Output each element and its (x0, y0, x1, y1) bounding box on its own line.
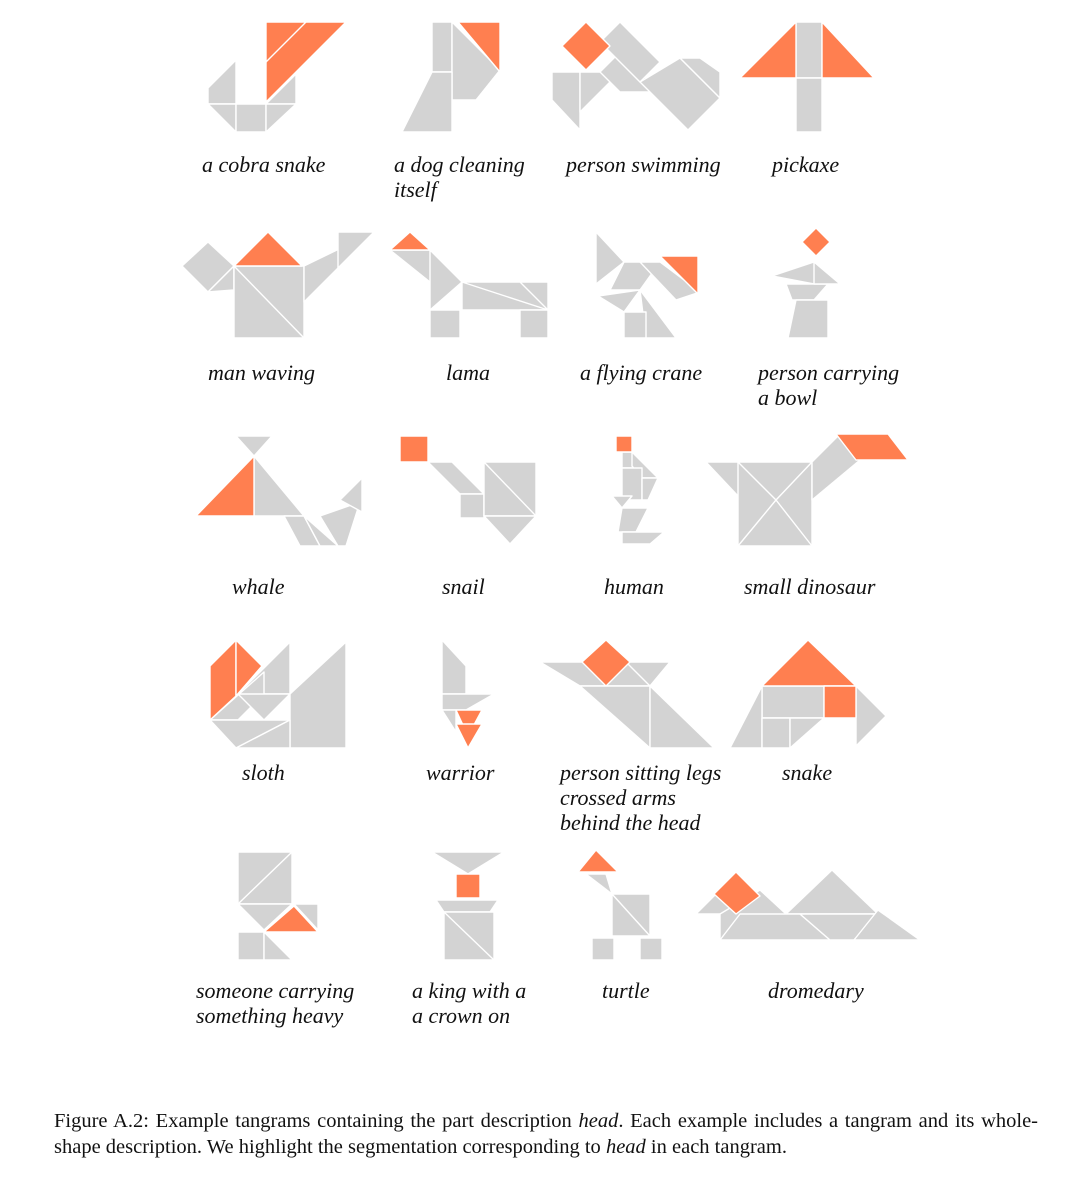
tangram-dog-cleaning (402, 22, 500, 132)
label-small-dinosaur: small dinosaur (744, 574, 876, 599)
label-dromedary: dromedary (768, 978, 864, 1003)
label-someone-carrying: someone carrying something heavy (196, 978, 355, 1028)
tangram-turtle (578, 850, 662, 960)
tangram-dromedary (696, 870, 920, 940)
caption-emphasis-head: head (578, 1110, 619, 1132)
tangram-lama (390, 232, 548, 338)
figure-caption (54, 1108, 1038, 1160)
tangram-man-waving (182, 232, 374, 338)
caption-emphasis-head-2: head (605, 1136, 646, 1158)
tangram-whale (196, 436, 362, 546)
label-sloth: sloth (242, 760, 285, 785)
label-dog-cleaning: a dog cleaning itself (394, 152, 525, 202)
tangram-pickaxe (740, 22, 874, 132)
label-turtle: turtle (602, 978, 650, 1003)
tangram-cobra-snake (208, 22, 346, 132)
tangram-person-sitting (540, 640, 714, 748)
tangram-snake (730, 640, 886, 748)
label-person-swimming: person swimming (566, 152, 721, 177)
tangram-flying-crane (596, 232, 700, 338)
label-pickaxe: pickaxe (772, 152, 840, 177)
label-person-carrying-bowl: person carrying a bowl (758, 360, 900, 410)
label-flying-crane: a flying crane (580, 360, 703, 385)
tangram-sloth (210, 640, 346, 748)
label-lama: lama (446, 360, 490, 385)
label-whale: whale (232, 574, 285, 599)
label-person-sitting: person sitting legs crossed arms behind the head (560, 760, 722, 835)
label-man-waving: man waving (208, 360, 315, 385)
tangram-small-dinosaur (706, 434, 908, 546)
label-warrior: warrior (426, 760, 495, 785)
caption-suffix: in each tangram. (645, 1136, 787, 1158)
tangram-human (612, 436, 664, 544)
tangram-snail (400, 436, 536, 544)
label-king: a king with a a crown on (412, 978, 527, 1028)
label-snake: snake (782, 760, 833, 785)
tangram-person-carrying-bowl (772, 228, 840, 338)
tangram-king (432, 852, 504, 960)
tangram-someone-carrying (238, 852, 318, 960)
label-snail: snail (442, 574, 485, 599)
label-cobra-snake: a cobra snake (202, 152, 326, 177)
caption-middle: . Each example includes a tangram and its whole-shape description. We highlight the segmentation corresponding to (54, 1110, 1038, 1158)
label-human: human (604, 574, 664, 599)
tangram-warrior (442, 640, 494, 748)
tangram-person-swimming (552, 22, 720, 130)
caption-prefix: Figure A.2: Example tangrams containing the part description (54, 1110, 579, 1132)
